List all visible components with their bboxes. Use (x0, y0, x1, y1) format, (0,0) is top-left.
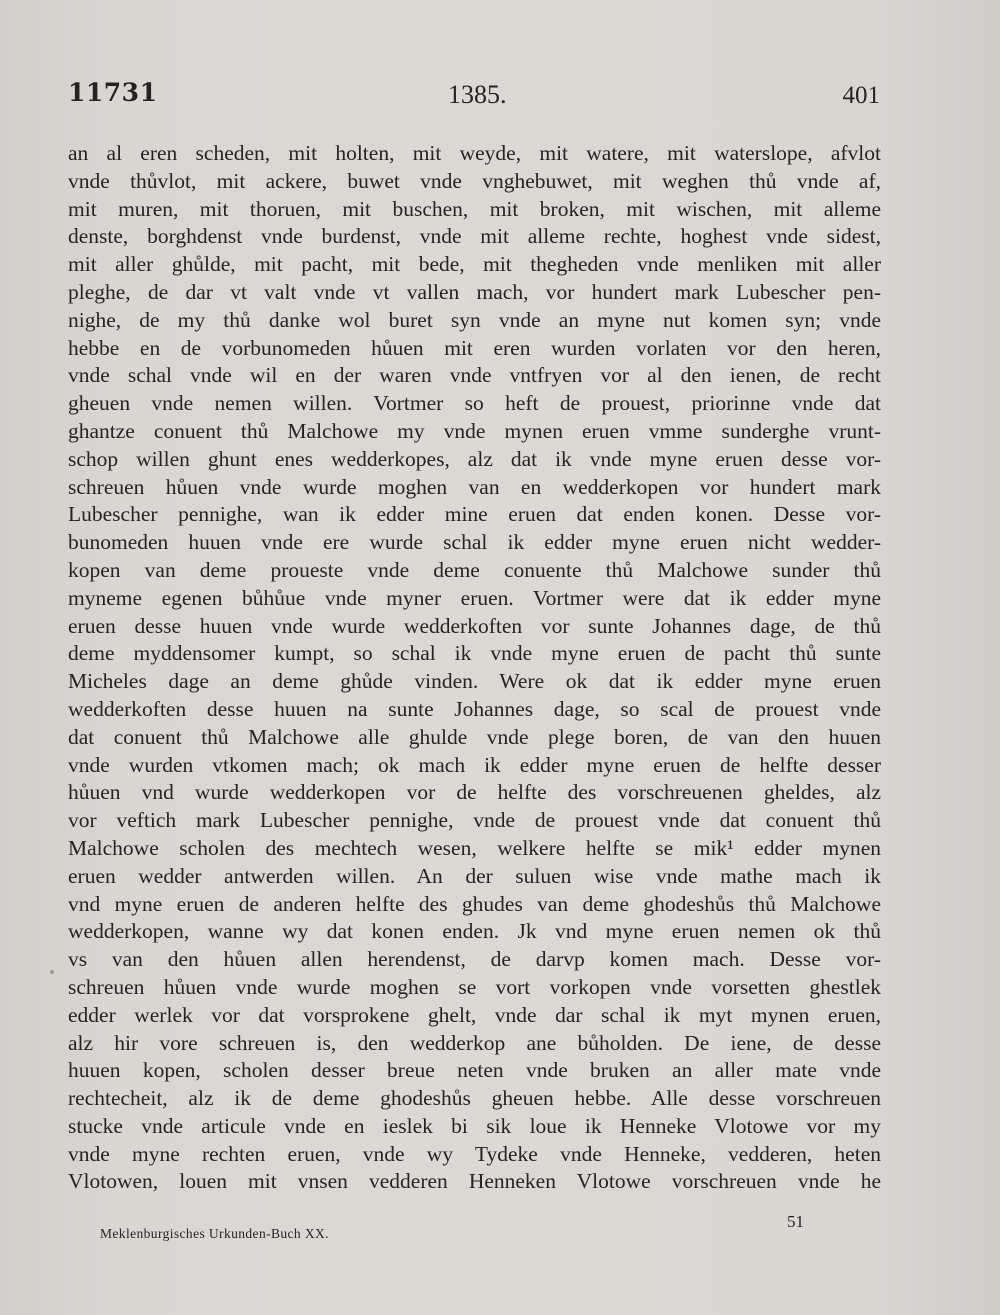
text-line: alz hir vore schreuen is, den wedderkop ane bůholden. De iene, de desse (68, 1030, 881, 1055)
text-line: schreuen hůuen vnde wurde moghen van en wedderkopen vor hundert mark (68, 474, 881, 499)
text-line: myneme egenen bůhůue vnde myner eruen. Vortmer were dat ik edder myne (68, 585, 881, 610)
text-line: rechtecheit, alz ik de deme ghodeshůs gheuen hebbe. Alle desse vorschreuen (68, 1086, 881, 1111)
text-line: hebbe en de vorbunomeden hůuen mit eren wurden vorlaten vor den heren, (68, 335, 881, 360)
text-line: Lubescher pennighe, wan ik edder mine eruen dat enden konen. Desse vor- (68, 502, 881, 527)
text-line: bunomeden huuen vnde ere wurde schal ik edder myne eruen nicht wedder- (68, 530, 881, 555)
text-line: edder werlek vor dat vorsprokene ghelt, vnde dar schal ik myt mynen eruen, (68, 1002, 881, 1027)
body-text (68, 140, 881, 1196)
text-line: Micheles dage an deme ghůde vinden. Were ok dat ik edder myne eruen (68, 669, 881, 694)
page-header (68, 78, 880, 114)
page-number: 401 (842, 82, 880, 109)
text-line: denste, borghdenst vnde burdenst, vnde mit alleme rechte, hoghest vnde sidest, (68, 224, 881, 249)
text-line: huuen kopen, scholen desser breue neten vnde bruken an aller mate vnde (68, 1058, 881, 1083)
text-line: hůuen vnd wurde wedderkopen vor de helfte des vorschreuenen gheldes, alz (68, 780, 881, 805)
text-line: mit aller ghůlde, mit pacht, mit bede, mit thegheden vnde menliken mit aller (68, 252, 881, 277)
text-line: stucke vnde articule vnde en ieslek bi sik loue ik Henneke Vlotowe vor my (68, 1113, 881, 1138)
text-line: pleghe, de dar vt valt vnde vt vallen mach, vor hundert mark Lubescher pen- (68, 279, 881, 304)
text-line: vnde schal vnde wil en der waren vnde vntfryen vor al den ienen, de recht (68, 363, 881, 388)
text-line: deme myddensomer kumpt, so schal ik vnde myne eruen de pacht thů sunte (68, 641, 881, 666)
document-year: 1385. (448, 80, 507, 109)
text-line: eruen desse huuen vnde wurde wedderkoften vor sunte Johannes dage, de thů (68, 613, 881, 638)
text-line: vnde thůvlot, mit ackere, buwet vnde vnghebuwet, mit weghen thů vnde af, (68, 168, 881, 193)
text-line: mit muren, mit thoruen, mit buschen, mit broken, mit wischen, mit alleme (68, 196, 881, 221)
text-line: vnde myne rechten eruen, vnde wy Tydeke vnde Henneke, vedderen, heten (68, 1141, 881, 1166)
text-line: vnd myne eruen de anderen helfte des ghudes van deme ghodeshůs thů Malchowe (68, 891, 881, 916)
text-line: schop willen ghunt enes wedderkopes, alz dat ik vnde myne eruen desse vor- (68, 446, 881, 471)
text-line: wedderkoften desse huuen na sunte Johannes dage, so scal de prouest vnde (68, 696, 881, 721)
text-line: dat conuent thů Malchowe alle ghulde vnde plege boren, de van den huuen (68, 724, 881, 749)
text-line: kopen van deme proueste vnde deme conuente thů Malchowe sunder thů (68, 557, 881, 582)
paper-smudge (50, 970, 54, 974)
book-title: Meklenburgisches Urkunden-Buch XX. (100, 1226, 329, 1241)
text-line: eruen wedder antwerden willen. An der suluen wise vnde mathe mach ik (68, 863, 881, 888)
document-number: 11731 (68, 78, 158, 107)
text-line: vnde wurden vtkomen mach; ok mach ik edder myne eruen de helfte desser (68, 752, 881, 777)
text-line: ghantze conuent thů Malchowe my vnde mynen eruen vmme sunderghe vrunt- (68, 418, 881, 443)
text-line: vor veftich mark Lubescher pennighe, vnde de prouest vnde dat conuent thů (68, 808, 881, 833)
text-line: Malchowe scholen des mechtech wesen, welkere helfte se mik¹ edder mynen (68, 835, 881, 860)
text-line: an al eren scheden, mit holten, mit weyde, mit watere, mit waterslope, afvlot (68, 141, 881, 165)
text-line: wedderkopen, wanne wy dat konen enden. Jk vnd myne eruen nemen ok thů (68, 919, 881, 944)
text-line: vs van den hůuen allen herendenst, de darvp komen mach. Desse vor- (68, 947, 881, 972)
text-line: nighe, de my thů danke wol buret syn vnde an myne nut komen syn; vnde (68, 307, 881, 332)
text-line: gheuen vnde nemen willen. Vortmer so heft de prouest, priorinne vnde dat (68, 391, 881, 416)
text-line: schreuen hůuen vnde wurde moghen se vort vorkopen vnde vorsetten ghestlek (68, 974, 881, 999)
text-line: Vlotowen, louen mit vnsen vedderen Henneken Vlotowe vorschreuen vnde he (68, 1169, 881, 1194)
signature-mark: 51 (787, 1212, 804, 1231)
